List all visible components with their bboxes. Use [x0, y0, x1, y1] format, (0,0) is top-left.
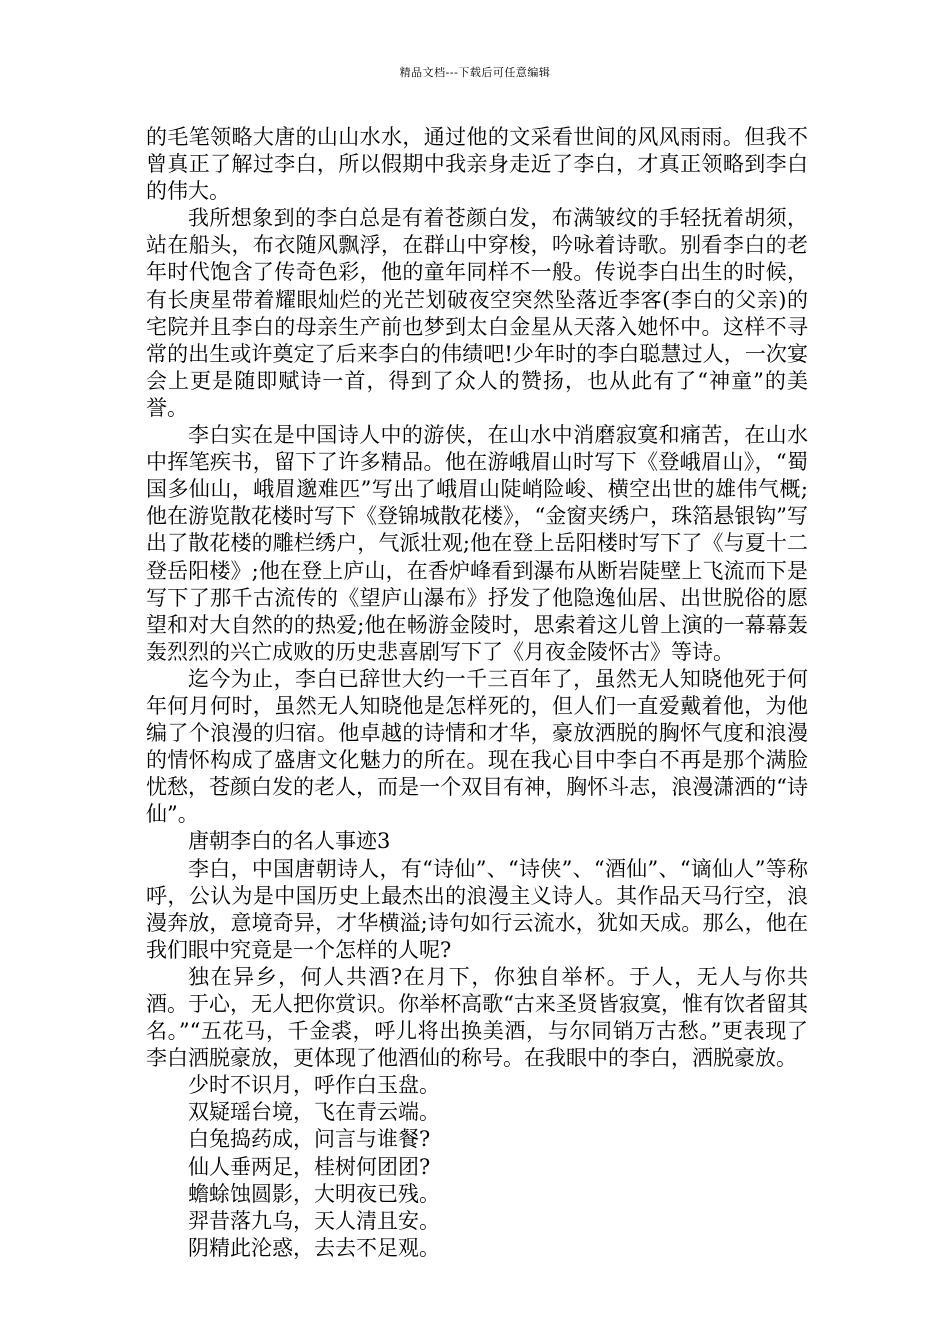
section-heading: 唐朝李白的名人事迹3 [188, 829, 391, 854]
paragraph: 的毛笔领略大唐的山山水水，通过他的文采看世间的风风雨雨。但我不曾真正了解过李白，所以假期中我亲身走近了李白，才真正领略到李白的伟大。 [146, 125, 808, 204]
paragraph: 李白，中国唐朝诗人，有“诗仙”、“诗侠”、“酒仙”、“谪仙人”等称呼，公认为是中国历史上最杰出的浪漫主义诗人。其作品天马行空，浪漫奔放，意境奇异，才华横溢;诗句如行云流水，犹如天成。那么，他在我们眼中究竟是一个怎样的人呢? [146, 856, 808, 962]
paragraph: 李白实在是中国诗人中的游侠，在山水中消磨寂寞和痛苦，在山水中挥笔疾书，留下了许多精品。他在游峨眉山时写下《登峨眉山》，“蜀国多仙山，峨眉邈难匹”写出了峨眉山陡峭险峻、横空出世的雄伟气概;他在游览散花楼时写下《登锦城散花楼》，“金窗夹绣户，珠箔悬银钩”写出了散花楼的雕栏绣户，气派壮观;他在登上岳阳楼时写下了《与夏十二登岳阳楼》;他在登上庐山，在香炉峰看到瀑布从断岩陡壁上飞流而下是写下了那千古流传的《望庐山瀑布》抒发了他隐逸仙居、出世脱俗的愿望和对大自然的的热爱;他在畅游金陵时，思索着这儿曾上演的一幕幕轰轰烈烈的兴亡成败的历史悲喜剧写下了《月夜金陵怀古》等诗。 [146, 423, 808, 664]
poem-line: 少时不识月，呼作白玉盘。 [188, 1073, 440, 1098]
page-header: 精品文档---下载后可任意编辑 [399, 66, 551, 79]
poem-line: 仙人垂两足，桂树何团团? [188, 1154, 431, 1179]
poem-line: 阴精此沦惑，去去不足观。 [188, 1235, 440, 1260]
poem-line: 白兔捣药成，问言与谁餐? [188, 1127, 431, 1152]
paragraph: 独在异乡，何人共酒?在月下，你独自举杯。于人，无人与你共酒。于心，无人把你赏识。你举杯高歌“古来圣贤皆寂寞，惟有饮者留其名。”“五花马，千金裘，呼儿将出换美酒，与尔同销万古愁。”更表现了李白洒脱豪放，更体现了他酒仙的称号。在我眼中的李白，洒脱豪放。 [146, 964, 808, 1071]
poem-line: 羿昔落九乌，天人清且安。 [188, 1208, 440, 1233]
paragraph: 我所想象到的李白总是有着苍颜白发，布满皱纹的手轻抚着胡须，站在船头，布衣随风飘浮，在群山中穿梭，吟咏着诗歌。别看李白的老年时代饱含了传奇色彩，他的童年同样不一般。传说李白出生的时候，有长庚星带着耀眼灿烂的光芒划破夜空突然坠落近李客(李白的父亲)的宅院并且李白的母亲生产前也梦到太白金星从天落入她怀中。这样不寻常的出生或许奠定了后来李白的伟绩吧!少年时的李白聪慧过人，一次宴会上更是随即赋诗一首，得到了众人的赞扬，也从此有了“神童”的美誉。 [146, 206, 808, 420]
paragraph: 迄今为止，李白已辞世大约一千三百年了，虽然无人知晓他死于何年何月何时，虽然无人知晓他是怎样死的，但人们一直爱戴着他，为他编了个浪漫的归宿。他卓越的诗情和才华，豪放洒脱的胸怀气度和浪漫的情怀构成了盛唐文化魅力的所在。现在我心目中李白不再是那个满脸忧愁，苍颜白发的老人，而是一个双目有神，胸怀斗志，浪漫潇洒的“诗仙”。 [146, 666, 808, 827]
document-body [146, 124, 808, 1262]
poem-line: 蟾蜍蚀圆影，大明夜已残。 [188, 1181, 440, 1206]
poem-line: 双疑瑶台境，飞在青云端。 [188, 1100, 440, 1125]
poem [146, 1072, 808, 1262]
